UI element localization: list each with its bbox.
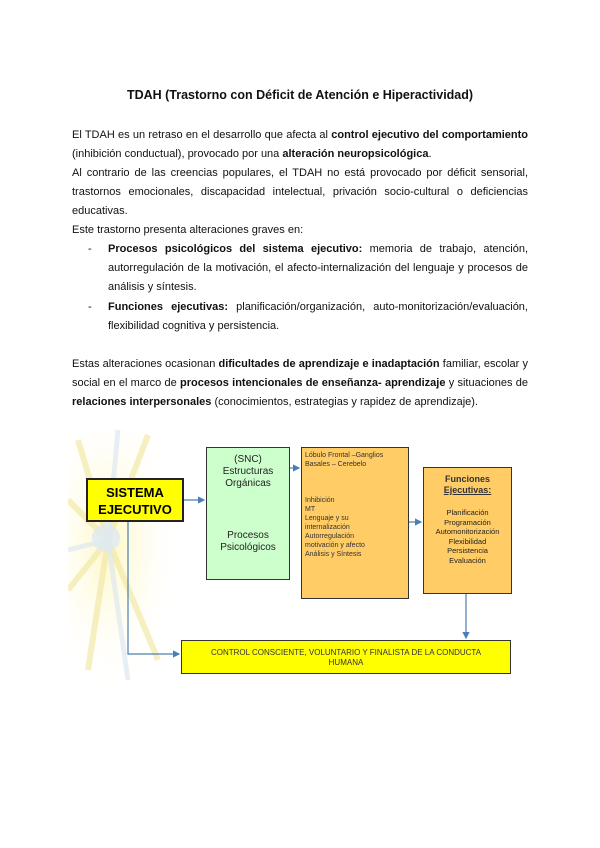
funciones-list-item: Flexibilidad (448, 536, 487, 546)
bullet-dash: - (88, 243, 92, 255)
p1-bold-d: alteración neuropsicológica (282, 148, 429, 160)
lobulo-frontal-box (301, 447, 409, 599)
p1-text-e: . (428, 148, 432, 160)
lobulo-list-item: MT (305, 506, 316, 513)
lobulo-list-item: Lenguaje y su (305, 515, 349, 522)
snc-line-2: Estructuras (222, 466, 274, 477)
sistema-line-1: SISTEMA (106, 485, 164, 500)
lobulo-list-item: motivación y afecto (305, 542, 365, 549)
bullet-2-bold: Funciones ejecutivas: (108, 301, 228, 313)
paragraph-2: Al contrario de las creencias populares, el TDAH no está provocado por déficit sensorial, trastornos emocionales, discapacidad intelectual, privación socio-cultural o deficiencias educativas. (72, 167, 528, 217)
funciones-list-item: Planificación (446, 508, 489, 517)
paragraph-1 (72, 126, 528, 164)
page-title: TDAH (Trastorno con Déficit de Atención e Hiperactividad) (126, 88, 474, 102)
paragraph-3: Este trastorno presenta alteraciones graves en: (72, 224, 304, 236)
snc-box (206, 447, 290, 580)
p1-text-a: El TDAH es un retraso en el desarrollo que afecta al (72, 129, 332, 141)
bullet-1-text: memoria de trabajo, atención, autorregulación de la motivación, el afecto-internalización del lenguaje y procesos de análisis y síntesis. (108, 243, 528, 293)
lobulo-list-item: Análisis y Síntesis (305, 551, 362, 558)
lobulo-list-item: internalización (305, 524, 350, 531)
sistema-line-2: EJECUTIVO (98, 502, 172, 517)
funciones-head-2: Ejecutivas: (443, 485, 492, 495)
lobulo-line-2: Basales – Cerebelo (305, 461, 367, 468)
funciones-list-item: Automonitorización (435, 527, 500, 536)
snc-line-3: Orgánicas (225, 478, 271, 489)
procesos-line-2: Psicológicos (220, 542, 276, 553)
p1-text-c: (inhibición conductual), provocado por una (72, 148, 283, 160)
p4-text-e: y situaciones de (445, 377, 529, 389)
p4-text-c: familiar, escolar y social en el marco de (72, 358, 528, 389)
p4-text-g: (conocimientos, estrategias y rapidez de aprendizaje). (211, 396, 478, 408)
p4-bold-f: relaciones interpersonales (72, 396, 212, 408)
control-line-1: CONTROL CONSCIENTE, VOLUNTARIO Y FINALISTA DE LA CONDUCTA (210, 648, 482, 657)
funciones-list-item: Persistencia (447, 546, 488, 555)
lobulo-line-1: Lóbulo Frontal –Ganglios (305, 452, 384, 459)
sistema-ejecutivo-box (86, 478, 184, 522)
control-line-2: HUMANA (328, 658, 364, 667)
lobulo-list-item: Autorregulación (305, 533, 355, 540)
p4-bold-b: dificultades de aprendizaje e inadaptación (218, 358, 440, 370)
paragraph-4 (72, 355, 528, 412)
p4-bold-d: procesos intencionales de enseñanza- aprendizaje (179, 377, 446, 389)
p1-bold-b: control ejecutivo del comportamiento (331, 129, 528, 141)
bullet-2-text: planificación/organización, auto-monitorización/evaluación, flexibilidad cognitiva y persistencia. (108, 301, 528, 332)
executive-system-diagram (68, 430, 528, 682)
bullet-dash: - (88, 301, 92, 313)
bullet-item-1 (88, 240, 528, 297)
funciones-list-item: Programación (444, 517, 491, 527)
bullet-1-bold: Procesos psicológicos del sistema ejecutivo: (108, 243, 363, 255)
lobulo-list-item: Inhibición (305, 497, 335, 504)
funciones-list-item: Evaluación (449, 555, 486, 565)
funciones-ejecutivas-box (423, 467, 512, 594)
bullet-item-2 (88, 298, 528, 336)
funciones-head-1: Funciones (444, 474, 490, 484)
p4-text-a: Estas alteraciones ocasionan (72, 358, 219, 370)
control-consciente-box (181, 640, 511, 674)
procesos-line-1: Procesos (227, 530, 269, 541)
snc-line-1: (SNC) (234, 454, 262, 465)
